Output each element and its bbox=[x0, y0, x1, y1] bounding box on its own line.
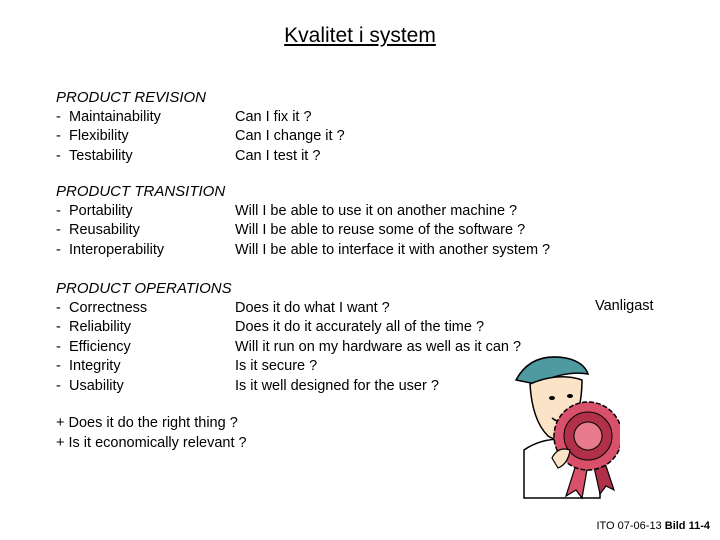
list-dash: - bbox=[56, 358, 61, 374]
list-dash: - bbox=[56, 147, 61, 164]
quality-question: Can I test it ? bbox=[235, 147, 321, 164]
list-item bbox=[56, 318, 616, 338]
list-dash: - bbox=[56, 377, 61, 394]
list-item bbox=[56, 241, 616, 261]
quality-factor: Correctness bbox=[69, 299, 148, 316]
quality-question: Does it do it accurately all of the time ? bbox=[235, 319, 485, 335]
quality-factor: Usability bbox=[69, 377, 124, 394]
list-item bbox=[56, 202, 616, 222]
list-dash: - bbox=[56, 299, 61, 316]
footer-slide-number: Bild 11-4 bbox=[664, 520, 710, 532]
list-item bbox=[56, 108, 616, 128]
quality-question: Will I be able to use it on another machine ? bbox=[235, 202, 518, 219]
quality-factor: Integrity bbox=[69, 358, 121, 374]
list-dash: - bbox=[56, 128, 61, 144]
note-vanligast: Vanligast bbox=[595, 298, 654, 314]
list-dash: - bbox=[56, 319, 61, 335]
quality-factor: Reliability bbox=[69, 319, 132, 335]
footer-date: ITO 07-06-13 bbox=[596, 520, 662, 532]
list-dash: - bbox=[56, 202, 61, 219]
quality-factor: Efficiency bbox=[69, 338, 131, 355]
quality-question: Will I be able to reuse some of the software ? bbox=[235, 222, 526, 238]
quality-question: Will I be able to interface it with another system ? bbox=[235, 241, 551, 258]
section-heading: PRODUCT OPERATIONS bbox=[56, 280, 232, 297]
quality-question: Will it run on my hardware as well as it can ? bbox=[235, 338, 522, 355]
quality-question: Can I change it ? bbox=[235, 128, 345, 144]
quality-question: Does it do what I want ? bbox=[235, 299, 390, 316]
section-product-transition bbox=[56, 182, 616, 260]
slide-title: Kvalitet i system bbox=[284, 24, 436, 47]
quality-question: Is it well designed for the user ? bbox=[235, 377, 439, 394]
rosette-person-illustration bbox=[496, 340, 620, 500]
list-item bbox=[56, 221, 616, 241]
bottom-line: + Is it economically relevant ? bbox=[56, 434, 247, 451]
quality-factor: Testability bbox=[69, 147, 133, 164]
quality-factor: Flexibility bbox=[69, 128, 129, 144]
list-dash: - bbox=[56, 241, 61, 258]
quality-factor: Reusability bbox=[69, 222, 140, 238]
list-dash: - bbox=[56, 222, 61, 238]
bottom-line: + Does it do the right thing ? bbox=[56, 415, 238, 431]
section-heading: PRODUCT TRANSITION bbox=[56, 183, 226, 200]
list-item bbox=[56, 147, 616, 167]
slide-footer bbox=[596, 520, 710, 532]
quality-factor: Portability bbox=[69, 202, 133, 219]
quality-question: Is it secure ? bbox=[235, 358, 318, 374]
list-item bbox=[56, 299, 616, 319]
list-item bbox=[56, 127, 616, 147]
quality-factor: Interoperability bbox=[69, 241, 165, 258]
quality-factor: Maintainability bbox=[69, 108, 161, 125]
list-dash: - bbox=[56, 338, 61, 355]
quality-question: Can I fix it ? bbox=[235, 108, 312, 125]
bottom-notes bbox=[56, 414, 247, 453]
section-product-revision bbox=[56, 88, 616, 166]
list-dash: - bbox=[56, 108, 61, 125]
section-heading: PRODUCT REVISION bbox=[56, 89, 207, 106]
